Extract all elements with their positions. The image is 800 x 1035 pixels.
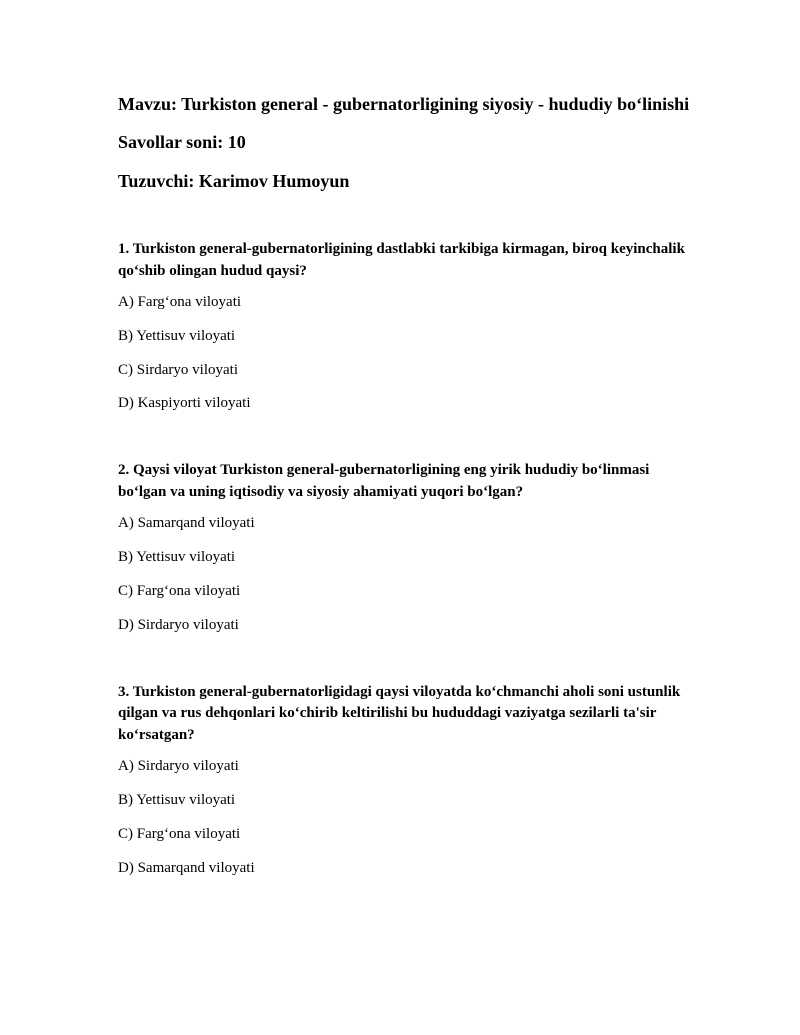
question-count: Savollar soni: 10 — [118, 132, 246, 152]
question-text: 1. Turkiston general-gubernatorligining dastlabki tarkibiga kirmagan, biroq keyinchalik qo‘shib olingan hudud qaysi? — [118, 241, 685, 279]
author-line: Tuzuvchi: Karimov Humoyun — [118, 171, 350, 191]
option-d: D) Kaspiyorti viloyati — [118, 395, 251, 412]
option-c: C) Farg‘ona viloyati — [118, 825, 241, 842]
question-1 — [118, 239, 698, 414]
option-a: A) Samarqand viloyati — [118, 515, 255, 532]
option-b: B) Yettisuv viloyati — [118, 549, 236, 566]
question-3 — [118, 682, 698, 879]
option-c: C) Farg‘ona viloyati — [118, 582, 241, 599]
topic-title: Mavzu: Turkiston general - gubernatorligining siyosiy - hududiy bo‘linishi — [118, 94, 690, 114]
option-d: D) Samarqand viloyati — [118, 859, 255, 876]
document-body — [118, 92, 698, 925]
answer-options — [118, 513, 698, 635]
option-d: D) Sirdaryo viloyati — [118, 616, 239, 633]
question-text: 3. Turkiston general-gubernatorligidagi qaysi viloyatda ko‘chmanchi aholi soni ustunlik qilgan va rus dehqonlari ko‘chirib keltirilishi bu hududdagi vaziyatga sezilarli ta'sir ko‘rsatgan? — [118, 683, 681, 743]
question-2 — [118, 460, 698, 635]
question-text: 2. Qaysi viloyat Turkiston general-gubernatorligining eng yirik hududiy bo‘linmasi bo‘lgan va uning iqtisodiy va siyosiy ahamiyati yuqori bo‘lgan? — [118, 462, 650, 500]
option-a: A) Sirdaryo viloyati — [118, 758, 239, 775]
answer-options — [118, 756, 698, 878]
option-c: C) Sirdaryo viloyati — [118, 361, 238, 378]
option-b: B) Yettisuv viloyati — [118, 327, 236, 344]
answer-options — [118, 292, 698, 414]
option-a: A) Farg‘ona viloyati — [118, 294, 242, 310]
option-b: B) Yettisuv viloyati — [118, 792, 236, 809]
